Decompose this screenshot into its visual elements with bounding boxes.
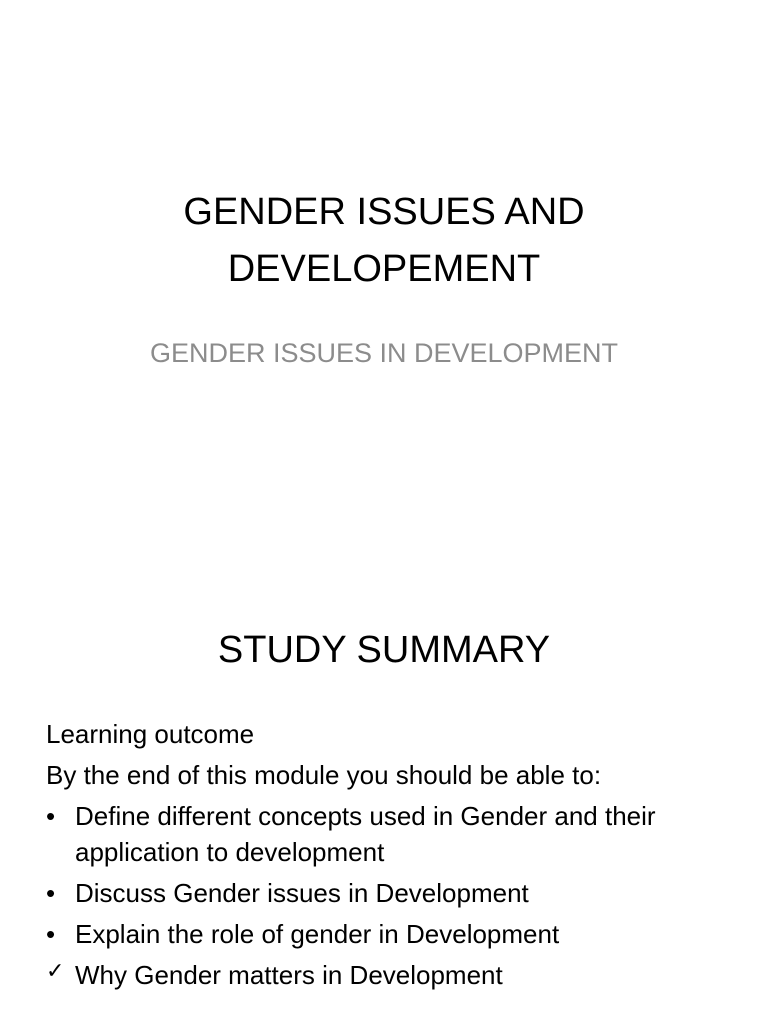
presentation-title bbox=[0, 184, 768, 298]
slide-body bbox=[46, 716, 726, 998]
outcome-list bbox=[46, 798, 726, 993]
bullet-dot-icon: • bbox=[46, 878, 56, 908]
list-item-text: Explain the role of gender in Development bbox=[75, 919, 560, 949]
list-item-text: Discuss Gender issues in Development bbox=[75, 878, 529, 908]
list-item-text: Define different concepts used in Gender and their application to development bbox=[75, 801, 656, 867]
title-line-1: GENDER ISSUES AND bbox=[183, 191, 585, 233]
slide-title: STUDY SUMMARY bbox=[217, 629, 551, 671]
bullet-dot-icon: • bbox=[46, 919, 56, 949]
title-line-2: DEVELOPEMENT bbox=[227, 248, 541, 290]
list-item bbox=[46, 957, 726, 993]
list-item bbox=[46, 875, 726, 911]
checkmark-icon: ✓ bbox=[46, 958, 65, 983]
learning-outcome-heading: Learning outcome bbox=[46, 719, 255, 749]
intro-sentence: By the end of this module you should be able to: bbox=[46, 760, 602, 790]
presentation-subtitle: GENDER ISSUES IN DEVELOPMENT bbox=[149, 338, 619, 368]
list-item bbox=[46, 916, 726, 952]
bullet-dot-icon: • bbox=[46, 801, 56, 831]
list-item bbox=[46, 798, 726, 870]
slide-study-summary bbox=[0, 576, 768, 1024]
list-item-text: Why Gender matters in Development bbox=[75, 960, 503, 990]
